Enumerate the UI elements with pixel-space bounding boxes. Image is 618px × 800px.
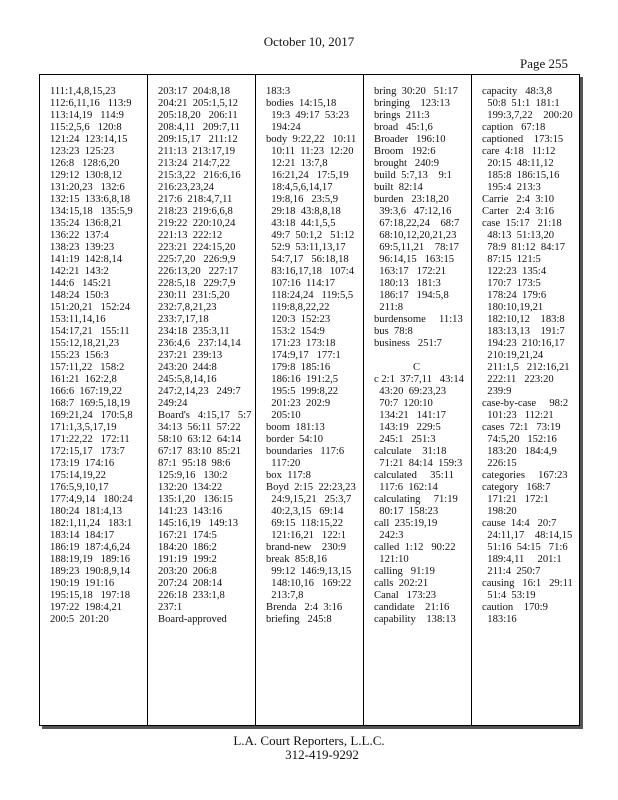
index-entry-line: 182:1,11,24 183:1 xyxy=(50,518,133,529)
index-entry-line: 70:7 120:10 xyxy=(374,398,433,409)
blank-line xyxy=(374,350,469,362)
footer-phone: 312-419-9292 xyxy=(285,747,359,762)
index-entry-line: 186:16 191:2,5 xyxy=(266,374,339,385)
index-entry-line: 34:13 56:11 57:22 xyxy=(158,422,241,433)
index-entry-line: Canal 173:23 xyxy=(374,590,437,601)
index-entry-line: 67:18,22,24 68:7 xyxy=(374,218,460,229)
index-entry-line: 182:10,12 183:8 xyxy=(482,314,565,325)
index-entry-line: 211:1,5 212:16,21 xyxy=(482,362,570,373)
index-entry-line: 51:16 54:15 71:6 xyxy=(482,542,568,553)
index-entry-line: 237:21 239:13 xyxy=(158,350,223,361)
index-entry-line: 194:24 xyxy=(266,122,301,133)
index-entry-line: 245:1 251:3 xyxy=(374,434,436,445)
index-entry-line: 117:20 xyxy=(266,458,301,469)
transcript-date: October 10, 2017 xyxy=(263,34,355,49)
index-entry-line: 148:10,16 169:22 xyxy=(266,578,352,589)
index-entry-line: 218:23 219:6,6,8 xyxy=(158,206,233,217)
index-entry-line: 208:4,11 209:7,11 xyxy=(158,122,240,133)
index-entry-line: 169:21,24 170:5,8 xyxy=(50,410,133,421)
index-entry-line: 24:11,17 48:14,15 xyxy=(482,530,573,541)
index-entry-line: 223:21 224:15,20 xyxy=(158,242,236,253)
index-entry-line: 197:22 198:4,21 xyxy=(50,602,123,613)
index-entry-line: bodies 14:15,18 xyxy=(266,98,337,109)
index-entry-line: 185:8 186:15,16 xyxy=(482,170,560,181)
index-entry-line: 43:18 44:1,5,5 xyxy=(266,218,336,229)
index-entry-line: 247:2,14,23 249:7 xyxy=(158,386,241,397)
index-entry-line: 228:5,18 229:7,9 xyxy=(158,278,236,289)
index-entry-line: Broader 196:10 xyxy=(374,134,446,145)
index-entry-line: cases 72:1 73:19 xyxy=(482,422,561,433)
index-entry-line: 54:7,17 56:18,18 xyxy=(266,254,349,265)
index-entry-line: calculate 31:18 xyxy=(374,446,447,457)
index-entry-line: 211:13 213:17,19 xyxy=(158,146,236,157)
index-entry-line: 39:3,6 47:12,16 xyxy=(374,206,452,217)
index-column-5 xyxy=(472,75,579,725)
index-entry-line: 153:2 154:9 xyxy=(266,326,325,337)
index-entry-line: called 1:12 90:22 xyxy=(374,542,456,553)
index-entry-line: 195:4 213:3 xyxy=(482,182,541,193)
index-entry-line: 205:10 xyxy=(266,410,301,421)
index-entry-line: 204:21 205:1,5,12 xyxy=(158,98,239,109)
index-entry-line: 123:23 125:23 xyxy=(50,146,115,157)
index-entry-line: 217:6 218:4,7,11 xyxy=(158,194,233,205)
index-entry-line: 87:1 95:18 98:6 xyxy=(158,458,231,469)
index-entry-line: 174:9,17 177:1 xyxy=(266,350,341,361)
index-entry-line: 99:12 146:9,13,15 xyxy=(266,566,352,577)
index-entry-line: 145:16,19 149:13 xyxy=(158,518,239,529)
index-entry-line: box 117:8 xyxy=(266,470,311,481)
index-entry-line: 203:17 204:8,18 xyxy=(158,86,231,97)
index-entry-line: category 168:7 xyxy=(482,482,551,493)
index-entry-line: 18:4,5,6,14,17 xyxy=(266,182,333,193)
index-entry-line: Board's 4:15,17 5:7 xyxy=(158,410,252,421)
index-entry-line: 68:10,12,20,21,23 xyxy=(374,230,457,241)
index-entry-line: 171:21 172:1 xyxy=(482,494,549,505)
index-entry-line: 172:15,17 173:7 xyxy=(50,446,125,457)
index-entry-line: 242:3 xyxy=(374,530,404,541)
index-entry-line: brought 240:9 xyxy=(374,158,440,169)
index-entry-line: 237:1 xyxy=(158,602,183,613)
index-entry-line: 111:1,4,8,15,23 xyxy=(50,86,116,97)
index-entry-line: 132:15 133:6,8,18 xyxy=(50,194,131,205)
index-entry-line: boundaries 117:6 xyxy=(266,446,345,457)
index-entry-line: 236:4,6 237:14,14 xyxy=(158,338,241,349)
index-entry-line: bus 78:8 xyxy=(374,326,413,337)
index-entry-line: 213:7,8 xyxy=(266,590,304,601)
index-entry-line: 157:11,22 158:2 xyxy=(50,362,125,373)
index-entry-line: 209:15,17 211:12 xyxy=(158,134,238,145)
index-entry-line: 115:2,5,6 120:8 xyxy=(50,122,122,133)
index-entry-line: 213:24 214:7,22 xyxy=(158,158,231,169)
index-entry-line: 161:21 162:2,8 xyxy=(50,374,117,385)
index-entry-line: 201:23 202:9 xyxy=(266,398,331,409)
index-entry-line: 243:20 244:8 xyxy=(158,362,217,373)
index-entry-line: 200:5 201:20 xyxy=(50,614,109,625)
index-entry-line: 168:7 169:5,18,19 xyxy=(50,398,131,409)
index-entry-line: 245:5,8,14,16 xyxy=(158,374,217,385)
index-entry-line: calling 91:19 xyxy=(374,566,435,577)
index-entry-line: 24:9,15,21 25:3,7 xyxy=(266,494,352,505)
index-entry-line: 51:4 53:19 xyxy=(482,590,536,601)
index-entry-line: 87:15 121:5 xyxy=(482,254,541,265)
index-box xyxy=(39,74,580,726)
index-entry-line: 135:24 136:8,21 xyxy=(50,218,123,229)
index-entry-line: 176:5,9,10,17 xyxy=(50,482,109,493)
index-entry-line: 198:20 xyxy=(482,506,517,517)
index-entry-line: 119:8,8,22,22 xyxy=(266,302,330,313)
index-entry-line: 199:3,7,22 200:20 xyxy=(482,110,573,121)
index-entry-line: 186:19 187:4,6,24 xyxy=(50,542,131,553)
index-entry-line: 43:20 69:23,23 xyxy=(374,386,447,397)
index-entry-line: 151:20,21 152:24 xyxy=(50,302,131,313)
index-entry-line: calls 202:21 xyxy=(374,578,429,589)
index-entry-line: 126:8 128:6,20 xyxy=(50,158,120,169)
index-entry-line: 134:21 141:17 xyxy=(374,410,447,421)
index-entry-line: 125:9,16 130:2 xyxy=(158,470,228,481)
index-entry-line: 225:7,20 226:9,9 xyxy=(158,254,236,265)
index-entry-line: 180:13 181:3 xyxy=(374,278,441,289)
index-entry-line: 180:10,19,21 xyxy=(482,302,544,313)
index-entry-line: 178:24 179:6 xyxy=(482,290,547,301)
index-entry-line: 148:24 150:3 xyxy=(50,290,109,301)
page-number: Page 255 xyxy=(519,56,568,71)
index-entry-line: 195:15,18 197:18 xyxy=(50,590,131,601)
index-entry-line: 40:2,3,15 69:14 xyxy=(266,506,344,517)
index-entry-line: 183:13,13 191:7 xyxy=(482,326,565,337)
index-entry-line: 96:14,15 163:15 xyxy=(374,254,455,265)
index-entry-line: Carrie 2:4 3:10 xyxy=(482,194,555,205)
index-entry-line: 163:17 172:21 xyxy=(374,266,447,277)
index-entry-line: 230:11 231:5,20 xyxy=(158,290,230,301)
index-entry-line: 71:21 84:14 159:3 xyxy=(374,458,463,469)
index-entry-line: 120:3 152:23 xyxy=(266,314,331,325)
index-entry-line: capability 138:13 xyxy=(374,614,456,625)
index-entry-line: break 85:8,16 xyxy=(266,554,327,565)
index-entry-line: 215:3,22 216:6,16 xyxy=(158,170,241,181)
index-entry-line: 131:20,23 132:6 xyxy=(50,182,125,193)
index-entry-line: 194:23 210:16,17 xyxy=(482,338,565,349)
index-entry-line: 222:11 223:20 xyxy=(482,374,554,385)
footer-company: L.A. Court Reporters, L.L.C. xyxy=(233,733,385,748)
index-entry-line: 191:19 199:2 xyxy=(158,554,217,565)
index-entry-line: 183:3 xyxy=(266,86,291,97)
index-entry-line: 122:23 135:4 xyxy=(482,266,547,277)
index-entry-line: 144:6 145:21 xyxy=(50,278,112,289)
section-letter: C xyxy=(412,362,421,373)
index-entry-line: 80:17 158:23 xyxy=(374,506,439,517)
index-entry-line: 16:21,24 17:5,19 xyxy=(266,170,349,181)
index-entry-line: 10:11 11:23 12:20 xyxy=(266,146,354,157)
index-entry-line: 166:6 167:19,22 xyxy=(50,386,123,397)
index-entry-line: cause 14:4 20:7 xyxy=(482,518,557,529)
index-entry-line: categories 167:23 xyxy=(482,470,568,481)
index-entry-line: bring 30:20 51:17 xyxy=(374,86,458,97)
index-entry-line: brings 211:3 xyxy=(374,110,430,121)
index-entry-line: 135:1,20 136:15 xyxy=(158,494,233,505)
index-entry-line: 113:14,19 114:9 xyxy=(50,110,124,121)
index-entry-line: 121:16,21 122:1 xyxy=(266,530,347,541)
index-entry-line: 186:17 194:5,8 xyxy=(374,290,449,301)
footer xyxy=(0,734,618,762)
index-entry-line: 20:15 48:11,12 xyxy=(482,158,554,169)
index-entry-line: 183:16 xyxy=(482,614,517,625)
index-entry-line: care 4:18 11:12 xyxy=(482,146,556,157)
index-entry-line: 29:18 43:8,8,18 xyxy=(266,206,341,217)
index-entry-line: 121:24 123:14,15 xyxy=(50,134,128,145)
index-entry-line: 195:5 199:8,22 xyxy=(266,386,339,397)
index-entry-line: 170:7 173:5 xyxy=(482,278,541,289)
index-entry-line: 180:24 181:4,13 xyxy=(50,506,123,517)
index-entry-line: 50:8 51:1 181:1 xyxy=(482,98,560,109)
index-entry-line: brand-new 230:9 xyxy=(266,542,347,553)
index-entry-line: 48:13 51:13,20 xyxy=(482,230,555,241)
index-entry-line: causing 16:1 29:11 xyxy=(482,578,573,589)
index-entry-line: 49:7 50:1,2 51:12 xyxy=(266,230,355,241)
index-entry-line: 175:14,19,22 xyxy=(50,470,106,481)
index-entry-line: built 82:14 xyxy=(374,182,423,193)
index-entry-line: bringing 123:13 xyxy=(374,98,450,109)
index-entry-line: briefing 245:8 xyxy=(266,614,332,625)
index-entry-line: 189:23 190:8,9,14 xyxy=(50,566,131,577)
index-entry-line: body 9:22,22 10:11 xyxy=(266,134,357,145)
index-entry-line: capacity 48:3,8 xyxy=(482,86,553,97)
index-entry-line: 69:5,11,21 78:17 xyxy=(374,242,459,253)
index-entry-line: 177:4,9,14 180:24 xyxy=(50,494,133,505)
index-entry-line: c 2:1 37:7,11 43:14 xyxy=(374,374,464,385)
index-entry-line: Carter 2:4 3:16 xyxy=(482,206,555,217)
index-entry-line: case-by-case 98:2 xyxy=(482,398,569,409)
index-entry-line: 249:24 xyxy=(158,398,188,409)
index-entry-line: build 5:7,13 9:1 xyxy=(374,170,452,181)
index-entry-line: calculating 71:19 xyxy=(374,494,458,505)
index-entry-line: 52:9 53:11,13,17 xyxy=(266,242,346,253)
index-entry-line: 69:15 118:15,22 xyxy=(266,518,344,529)
index-entry-line: 78:9 81:12 84:17 xyxy=(482,242,565,253)
index-entry-line: 74:5,20 152:16 xyxy=(482,434,557,445)
index-entry-line: 67:17 83:10 85:21 xyxy=(158,446,241,457)
index-entry-line: 12:21 13:7,8 xyxy=(266,158,328,169)
index-entry-line: Boyd 2:15 22:23,23 xyxy=(266,482,356,493)
index-entry-line: Broom 192:6 xyxy=(374,146,436,157)
index-entry-line: 171:1,3,5,17,19 xyxy=(50,422,117,433)
index-entry-line: border 54:10 xyxy=(266,434,324,445)
index-entry-line: 190:19 191:16 xyxy=(50,578,115,589)
index-column-1 xyxy=(40,75,148,725)
index-entry-line: 107:16 114:17 xyxy=(266,278,336,289)
index-entry-line: 101:23 112:21 xyxy=(482,410,554,421)
index-entry-line: 136:22 137:4 xyxy=(50,230,109,241)
index-entry-line: 226:13,20 227:17 xyxy=(158,266,239,277)
index-entry-line: 232:7,8,21,23 xyxy=(158,302,217,313)
index-entry-line: 19:8,16 23:5,9 xyxy=(266,194,339,205)
index-entry-line: 142:21 143:2 xyxy=(50,266,109,277)
index-entry-line: 183:20 184:4,9 xyxy=(482,446,557,457)
index-entry-line: 167:21 174:5 xyxy=(158,530,217,541)
index-entry-line: caution 170:9 xyxy=(482,602,548,613)
index-entry-line: 226:18 233:1,8 xyxy=(158,590,225,601)
index-entry-line: 226:15 xyxy=(482,458,517,469)
index-entry-line: 132:20 134:22 xyxy=(158,482,223,493)
index-entry-line: 221:13 222:12 xyxy=(158,230,223,241)
index-entry-line: 117:6 162:14 xyxy=(374,482,438,493)
index-entry-line: 179:8 185:16 xyxy=(266,362,331,373)
index-entry-line: 129:12 130:8,12 xyxy=(50,170,123,181)
index-entry-line: calculated 35:11 xyxy=(374,470,454,481)
index-entry-line: 154:17,21 155:11 xyxy=(50,326,130,337)
index-entry-line: 233:7,17,18 xyxy=(158,314,209,325)
index-entry-line: 83:16,17,18 107:4 xyxy=(266,266,354,277)
index-entry-line: 141:23 143:16 xyxy=(158,506,223,517)
index-entry-line: 205:18,20 206:11 xyxy=(158,110,238,121)
index-entry-line: 219:22 220:10,24 xyxy=(158,218,236,229)
index-entry-line: 118:24,24 119:5,5 xyxy=(266,290,354,301)
index-entry-line: case 15:17 21:18 xyxy=(482,218,562,229)
index-entry-line: 171:23 173:18 xyxy=(266,338,336,349)
index-entry-line: 211:8 xyxy=(374,302,404,313)
index-entry-line: candidate 21:16 xyxy=(374,602,450,613)
index-entry-line: 58:10 63:12 64:14 xyxy=(158,434,241,445)
index-entry-line: boom 181:13 xyxy=(266,422,325,433)
index-entry-line: 207:24 208:14 xyxy=(158,578,223,589)
index-entry-line: business 251:7 xyxy=(374,338,442,349)
index-entry-line: burden 23:18,20 xyxy=(374,194,449,205)
index-entry-line: 19:3 49:17 53:23 xyxy=(266,110,349,121)
index-entry-line: 234:18 235:3,11 xyxy=(158,326,230,337)
index-entry-line: 143:19 229:5 xyxy=(374,422,441,433)
index-entry-line: 112:6,11,16 113:9 xyxy=(50,98,132,109)
index-entry-line: 138:23 139:23 xyxy=(50,242,115,253)
index-entry-line: 184:20 186:2 xyxy=(158,542,217,553)
index-entry-line: 121:10 xyxy=(374,554,409,565)
index-entry-line: 239:9 xyxy=(482,386,512,397)
index-entry-line: 173:19 174:16 xyxy=(50,458,115,469)
index-entry-line: 155:12,18,21,23 xyxy=(50,338,120,349)
index-entry-line: burdensome 11:13 xyxy=(374,314,463,325)
index-entry-line: 189:4,11 201:1 xyxy=(482,554,562,565)
index-column-4 xyxy=(364,75,472,725)
index-entry-line: captioned 173:15 xyxy=(482,134,564,145)
index-entry-line: 188:19,19 189:16 xyxy=(50,554,131,565)
index-columns xyxy=(40,75,579,725)
index-entry-line: 153:11,14,16 xyxy=(50,314,106,325)
index-entry-line: 211:4 250:7 xyxy=(482,566,541,577)
index-entry-line: 210:19,21,24 xyxy=(482,350,544,361)
index-entry-line: Board-approved xyxy=(158,614,227,625)
index-entry-line: 141:19 142:8,14 xyxy=(50,254,123,265)
index-entry-line: 155:23 156:3 xyxy=(50,350,109,361)
index-entry-line: 171:22,22 172:11 xyxy=(50,434,130,445)
index-entry-line: 216:23,23,24 xyxy=(158,182,214,193)
index-entry-line: call 235:19,19 xyxy=(374,518,438,529)
index-entry-line: 134:15,18 135:5,9 xyxy=(50,206,133,217)
index-entry-line: broad 45:1,6 xyxy=(374,122,433,133)
index-entry-line: caption 67:18 xyxy=(482,122,546,133)
index-entry-line: 183:14 184:17 xyxy=(50,530,115,541)
index-column-2 xyxy=(148,75,256,725)
index-entry-line: Brenda 2:4 3:16 xyxy=(266,602,343,613)
index-entry-line: 203:20 206:8 xyxy=(158,566,217,577)
index-column-3 xyxy=(256,75,364,725)
